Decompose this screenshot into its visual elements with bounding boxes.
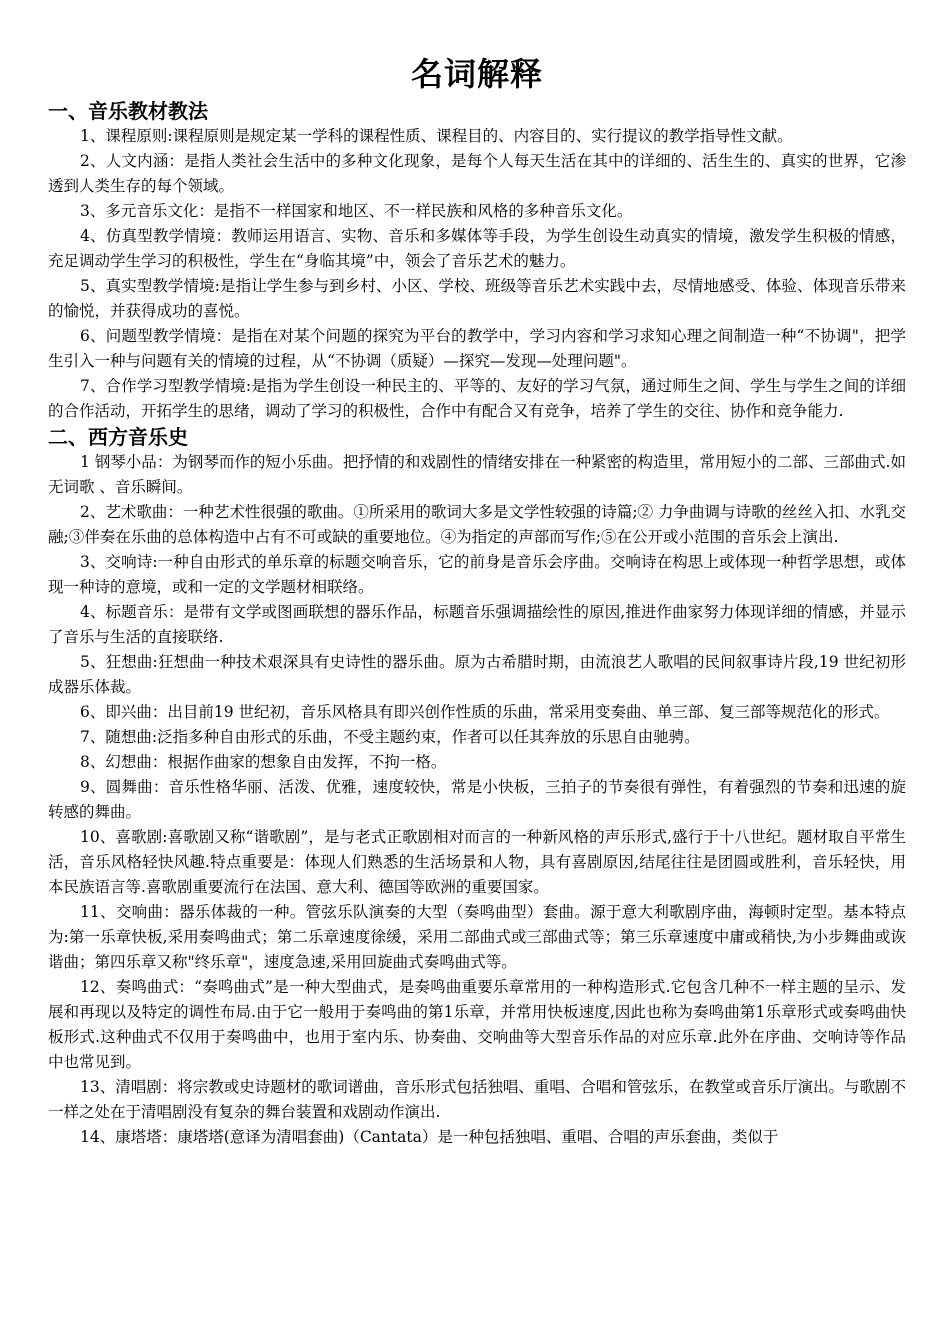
term-entry: 3、多元音乐文化：是指不一样国家和地区、不一样民族和风格的多种音乐文化。: [80, 202, 633, 220]
document-title: 名词解释: [410, 55, 543, 93]
term-entry: 13、清唱剧：将宗教或史诗题材的歌词谱曲，音乐形式包括独唱、重唱、合唱和管弦乐，在教堂或音乐厅演出。与歌剧不一样之处在于清唱剧没有复杂的舞台装置和戏剧动作演出.: [48, 1078, 906, 1121]
term-entry: 6、即兴曲：出目前19 世纪初，音乐风格具有即兴创作性质的乐曲，常采用变奏曲、单三部、复三部等规范化的形式。: [80, 703, 890, 721]
section-western-music-history: [48, 424, 906, 1150]
section-teaching-methods: [48, 98, 906, 424]
term-entry: 2、艺术歌曲：一种艺术性很强的歌曲。①所采用的歌词大多是文学性较强的诗篇;② 力争曲调与诗歌的丝丝入扣、水乳交融;③伴奏在乐曲的总体构造中占有不可或缺的重要地位。④为指定的声部而写作;⑤在公开或小范围的音乐会上演出.: [48, 503, 907, 546]
term-entry: 3、交响诗:一种自由形式的单乐章的标题交响音乐，它的前身是音乐会序曲。交响诗在构思上或体现一种哲学思想，或体现一种诗的意境，或和一定的文学题材相联络。: [48, 553, 906, 596]
section-heading: 二、西方音乐史: [48, 425, 188, 449]
term-entry: 12、奏鸣曲式：“奏鸣曲式”是一种大型曲式，是奏鸣曲重要乐章常用的一种构造形式.它包含几种不一样主题的呈示、发展和再现以及特定的调性布局.由于它一般用于奏鸣曲的第1乐章，并常用快板速度,因此也称为奏鸣曲第1乐章形式或奏鸣曲快板形式.这种曲式不仅用于奏鸣曲中，也用于室内乐、协奏曲、交响曲等大型音乐作品的对应乐章.此外在序曲、交响诗等作品中也常见到。: [48, 978, 906, 1071]
term-entry: 4、标题音乐：是带有文学或图画联想的器乐作品，标题音乐强调描绘性的原因,推进作曲家努力体现详细的情感，并显示了音乐与生活的直接联络.: [48, 603, 906, 646]
term-entry: 6、问题型教学情境：是指在对某个问题的探究为平台的教学中，学习内容和学习求知心理之间制造一种“不协调"，把学生引入一种与问题有关的情境的过程，从“不协调（质疑）—探究—发现—处理问题"。: [48, 327, 906, 370]
term-entry: 10、喜歌剧:喜歌剧又称“谐歌剧”，是与老式正歌剧相对而言的一种新风格的声乐形式,盛行于十八世纪。题材取自平常生活，音乐风格轻快风趣.特点重要是：体现人们熟悉的生活场景和人物，具有喜剧原因,结尾往往是团圆或胜利，音乐轻快，用本民族语言等.喜歌剧重要流行在法国、意大利、德国等欧洲的重要国家。: [48, 828, 906, 896]
term-entry: 1、课程原则:课程原则是规定某一学科的课程性质、课程目的、内容目的、实行提议的教学指导性文献。: [80, 127, 793, 145]
term-entry: 11、交响曲：器乐体裁的一种。管弦乐队演奏的大型（奏鸣曲型）套曲。源于意大利歌剧序曲，海顿时定型。基本特点为:第一乐章快板,采用奏鸣曲式；第二乐章速度徐缓，采用二部曲式或三部曲式等；第三乐章速度中庸或稍快,为小步舞曲或诙谐曲；第四乐章又称"终乐章"，速度急速,采用回旋曲式奏鸣曲式等。: [48, 903, 906, 971]
term-entry: 7、合作学习型教学情境:是指为学生创设一种民主的、平等的、友好的学习气氛，通过师生之间、学生与学生之间的详细的合作活动，开拓学生的思绪，调动了学习的积极性，合作中有配合又有竞争，培养了学生的交往、协作和竞争能力.: [48, 377, 906, 420]
term-entry: 5、狂想曲:狂想曲一种技术艰深具有史诗性的器乐曲。原为古希腊时期，由流浪艺人歌唱的民间叙事诗片段,19 世纪初形成器乐体裁。: [48, 653, 906, 696]
term-entry: 4、仿真型教学情境：教师运用语言、实物、音乐和多媒体等手段，为学生创设生动真实的情境，激发学生积极的情感，充足调动学生学习的积极性，学生在“身临其境”中，领会了音乐艺术的魅力。: [48, 227, 906, 270]
term-entry: 5、真实型教学情境:是指让学生参与到乡村、小区、学校、班级等音乐艺术实践中去，尽情地感受、体验、体现音乐带来的愉悦，并获得成功的喜悦。: [48, 277, 906, 320]
term-entry: 8、幻想曲：根据作曲家的想象自由发挥，不拘一格。: [80, 753, 447, 771]
term-entry: 14、康塔塔：康塔塔(意译为清唱套曲)（Cantata）是一种包括独唱、重唱、合唱的声乐套曲，类似于: [80, 1128, 779, 1146]
document-page: [48, 52, 906, 1150]
term-entry: 7、随想曲:泛指多种自由形式的乐曲，不受主题约束，作者可以任其奔放的乐思自由驰骋。: [80, 728, 700, 746]
term-entry: 1 钢琴小品：为钢琴而作的短小乐曲。把抒情的和戏剧性的情绪安排在一种紧密的构造里，常用短小的二部、三部曲式.如无词歌 、音乐瞬间。: [48, 453, 906, 496]
term-entry: 2、人文内涵：是指人类社会生活中的多种文化现象，是每个人每天生活在其中的详细的、活生生的、真实的世界，它渗透到人类生存的每个领域。: [48, 152, 906, 195]
term-entry: 9、圆舞曲：音乐性格华丽、活泼、优雅，速度较快，常是小快板，三拍子的节奏很有弹性，有着强烈的节奏和迅速的旋转感的舞曲。: [48, 778, 906, 821]
section-heading: 一、音乐教材教法: [48, 99, 208, 123]
